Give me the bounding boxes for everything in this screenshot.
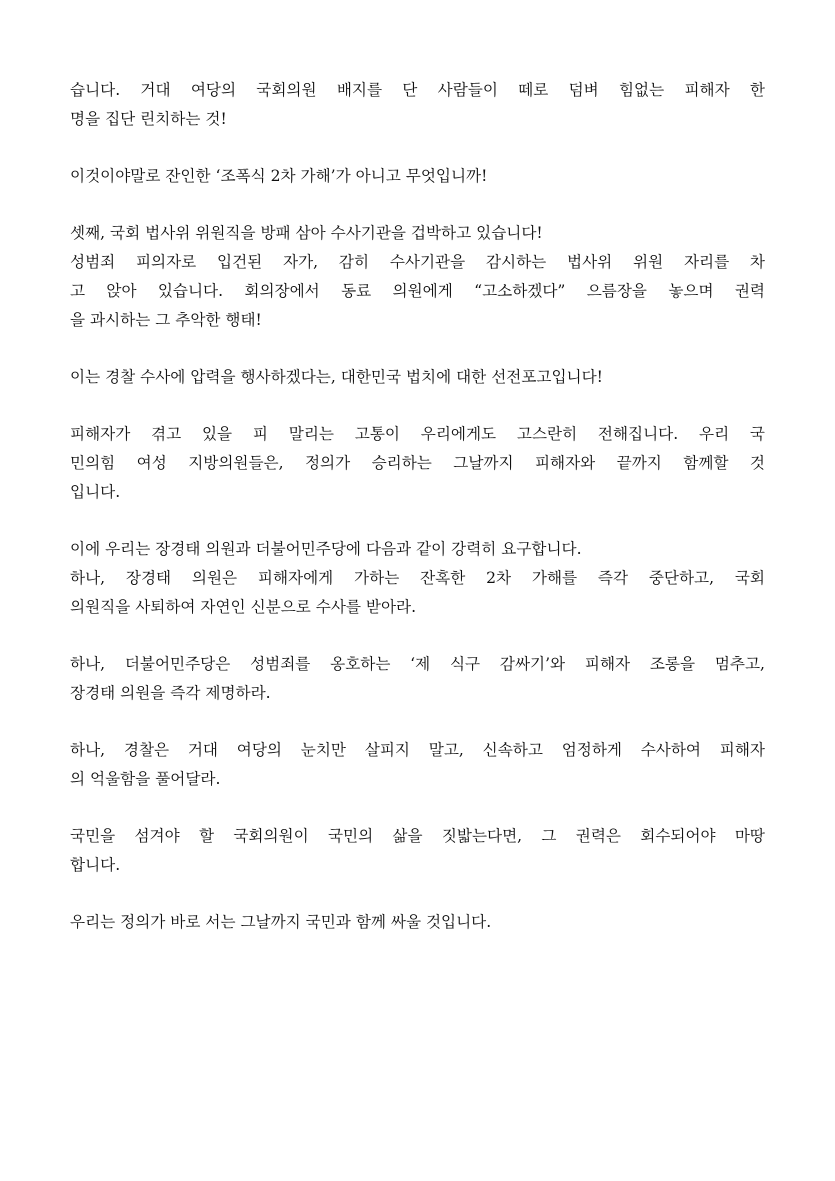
paragraph-10 bbox=[70, 908, 765, 937]
paragraph-8 bbox=[70, 736, 765, 794]
text-line: 하나, 장경태 의원은 피해자에게 가하는 잔혹한 2차 가해를 즉각 중단하고, 국회 bbox=[70, 569, 765, 587]
text-line: 습니다. 거대 여당의 국회의원 배지를 단 사람들이 떼로 덤벼 힘없는 피해자 한 bbox=[70, 81, 765, 99]
text-line: 이는 경찰 수사에 압력을 행사하겠다는, 대한민국 법치에 대한 선전포고입니다! bbox=[70, 368, 603, 386]
text-line: 이것이야말로 잔인한 ‘조폭식 2차 가해’가 아니고 무엇입니까! bbox=[70, 167, 488, 185]
text-line: 성범죄 피의자로 입건된 자가, 감히 수사기관을 감시하는 법사위 위원 자리를 차 bbox=[70, 253, 765, 271]
text-line: 의 억울함을 풀어달라. bbox=[70, 770, 221, 788]
text-line: 합니다. bbox=[70, 856, 121, 874]
text-line: 우리는 정의가 바로 서는 그날까지 국민과 함께 싸울 것입니다. bbox=[70, 913, 492, 931]
text-line: 고 앉아 있습니다. 회의장에서 동료 의원에게 “고소하겠다” 으름장을 놓으며 권력 bbox=[70, 282, 765, 300]
paragraph-1 bbox=[70, 76, 765, 134]
paragraph-4 bbox=[70, 363, 765, 392]
paragraph-3 bbox=[70, 219, 765, 335]
document-body bbox=[70, 76, 765, 965]
paragraph-5 bbox=[70, 420, 765, 507]
text-line: 피해자가 겪고 있을 피 말리는 고통이 우리에게도 고스란히 전해집니다. 우리 국 bbox=[70, 425, 765, 443]
text-line: 셋째, 국회 법사위 위원직을 방패 삼아 수사기관을 겁박하고 있습니다! bbox=[70, 224, 543, 242]
text-line: 장경태 의원을 즉각 제명하라. bbox=[70, 684, 271, 702]
text-line: 을 과시하는 그 추악한 행태! bbox=[70, 311, 262, 329]
text-line: 국민을 섬겨야 할 국회의원이 국민의 삶을 짓밟는다면, 그 권력은 회수되어야 마땅 bbox=[70, 827, 765, 845]
paragraph-6 bbox=[70, 535, 765, 622]
text-line: 하나, 더불어민주당은 성범죄를 옹호하는 ‘제 식구 감싸기’와 피해자 조롱을 멈추고, bbox=[70, 655, 765, 673]
text-line: 입니다. bbox=[70, 483, 121, 501]
paragraph-9 bbox=[70, 822, 765, 880]
text-line: 민의힘 여성 지방의원들은, 정의가 승리하는 그날까지 피해자와 끝까지 함께할 것 bbox=[70, 454, 765, 472]
text-line: 명을 집단 린치하는 것! bbox=[70, 110, 227, 128]
text-line: 의원직을 사퇴하여 자연인 신분으로 수사를 받아라. bbox=[70, 598, 417, 616]
paragraph-7 bbox=[70, 650, 765, 708]
text-line: 이에 우리는 장경태 의원과 더불어민주당에 다음과 같이 강력히 요구합니다. bbox=[70, 540, 582, 558]
paragraph-2 bbox=[70, 162, 765, 191]
text-line: 하나, 경찰은 거대 여당의 눈치만 살피지 말고, 신속하고 엄정하게 수사하여 피해자 bbox=[70, 741, 765, 759]
